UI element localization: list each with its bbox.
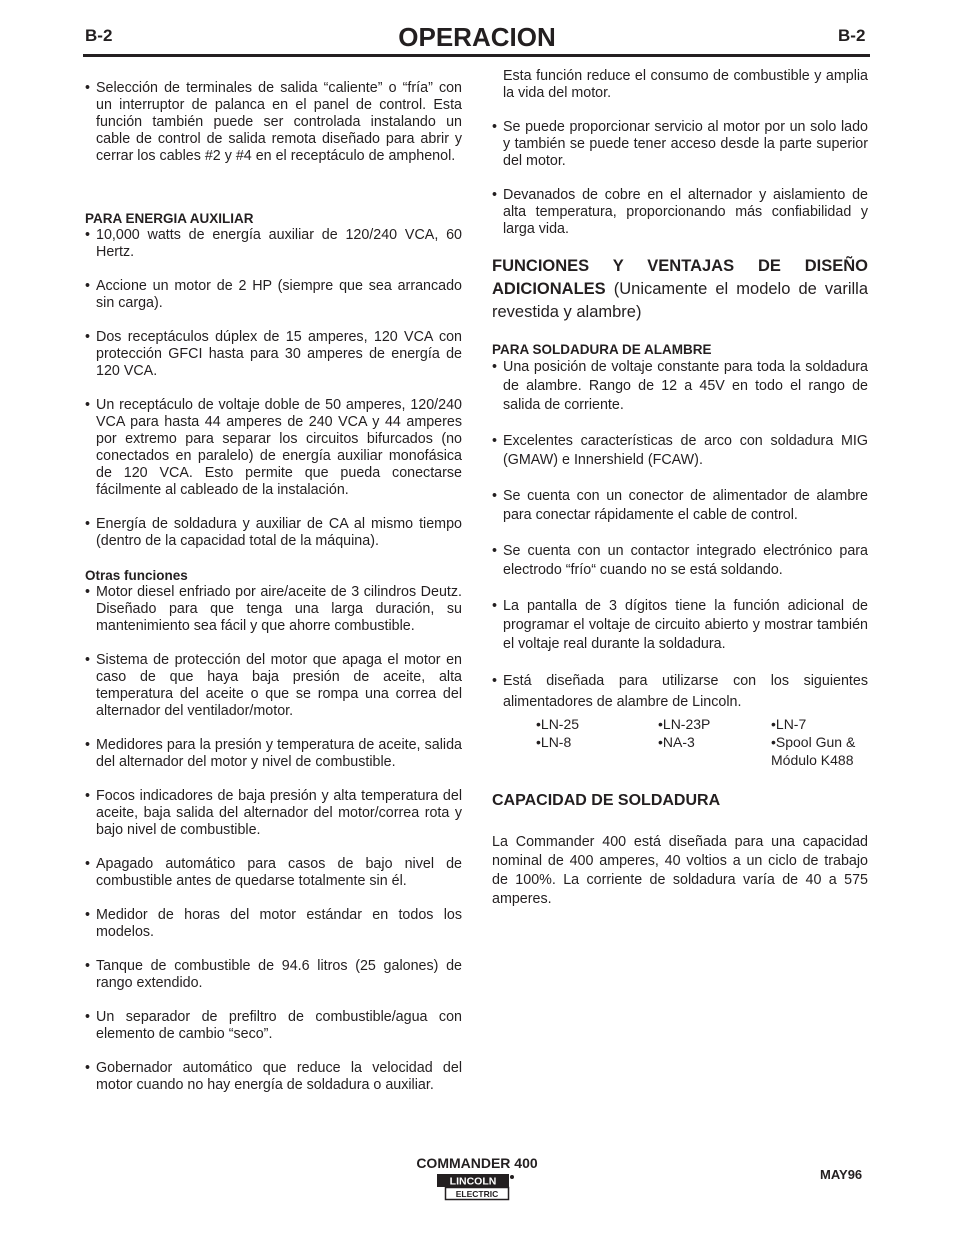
wire-feeder-item: •LN-7 bbox=[771, 716, 807, 732]
bullet-contactor: • Se cuenta con un contactor integrado electrónico para electrodo “frío“ cuando no se está soldando. bbox=[492, 542, 868, 580]
aux-power-heading: PARA ENERGIA AUXILIAR bbox=[85, 211, 254, 226]
bullet-aux-dual-voltage: • Un receptáculo de voltaje doble de 50 amperes, 120/240 VCA para hasta 44 amperes de 240 VCA y 44 amperes por extremo para separar los circuitos bifurcados (no conectados en paralelo) de energía auxiliar monofásica de 120 VCA. Esto permite que pueda conectarse fácilmente al cableado de la instalación. bbox=[85, 397, 462, 499]
right-column bbox=[492, 68, 868, 909]
page-code-left: B-2 bbox=[85, 26, 113, 45]
bullet-digital-display: • La pantalla de 3 dígitos tiene la función adicional de programar el voltaje de circuito abierto y mostrar también el voltaje real durante la soldadura. bbox=[492, 597, 868, 654]
bullet-engine-protection: • Sistema de protección del motor que apaga el motor en caso de que haya baja presión de aceite, alta temperatura del aceite o que se rompa una correa del alternador del ventilador/motor. bbox=[85, 652, 462, 720]
wire-feeder-item: •NA-3 bbox=[658, 734, 695, 750]
bullet-constant-voltage: • Una posición de voltaje constante para toda la soldadura de alambre. Rango de 12 a 45V en todo el rango de salida de corriente. bbox=[492, 358, 868, 415]
logo-bottom-text: ELECTRIC bbox=[455, 1189, 499, 1199]
bullet-arc-characteristics: • Excelentes características de arco con soldadura MIG (GMAW) e Innershield (FCAW). bbox=[492, 432, 868, 470]
bullet-hour-meter: • Medidor de horas del motor estándar en todos los modelos. bbox=[85, 907, 462, 941]
bullet-aux-motor: • Accione un motor de 2 HP (siempre que sea arrancado sin carga). bbox=[85, 278, 462, 312]
logo-top-text: LINCOLN bbox=[449, 1175, 497, 1188]
bullet-auto-idler: • Gobernador automático que reduce la velocidad del motor cuando no hay energía de soldadura o auxiliar. bbox=[85, 1060, 462, 1094]
bullet-copper-windings: • Devanados de cobre en el alternador y aislamiento de alta temperatura, proporcionando más confiabilidad y larga vida. bbox=[492, 187, 868, 238]
header-rule bbox=[83, 54, 870, 57]
bullet-aux-watts: • 10,000 watts de energía auxiliar de 120/240 VCA, 60 Hertz. bbox=[85, 227, 462, 261]
bullet-engine-service: • Se puede proporcionar servicio al motor por un solo lado y también se puede tener acceso desde la parte superior del motor. bbox=[492, 119, 868, 170]
features-heading-note: (Unicamente el modelo de varilla revestida y alambre) bbox=[492, 280, 868, 321]
bullet-indicator-lights: • Focos indicadores de baja presión y alta temperatura del aceite, baja salida del alternador del motor/correa rota y bajo nivel de combustible. bbox=[85, 788, 462, 839]
other-functions-heading: Otras funciones bbox=[85, 568, 188, 583]
wire-feeder-item: •Spool Gun & Módulo K488 bbox=[771, 734, 856, 768]
bullet-lincoln-feeders: • Está diseñada para utilizarse con los siguientes alimentadores de alambre de Lincoln. bbox=[492, 671, 868, 713]
features-heading-text: FUNCIONES Y VENTAJAS DE DISEÑO ADICIONALES bbox=[492, 257, 868, 298]
bullet-fuel-separator: • Un separador de prefiltro de combustible/agua con elemento de cambio “seco”. bbox=[85, 1009, 462, 1043]
wire-feeder-item: •LN-8 bbox=[536, 734, 572, 750]
bullet-aux-simultaneous: • Energía de soldadura y auxiliar de CA al mismo tiempo (dentro de la capacidad total de la máquina). bbox=[85, 516, 462, 550]
continuation-text: Esta función reduce el consumo de combustible y amplia la vida del motor. bbox=[503, 68, 868, 101]
lincoln-electric-logo bbox=[437, 1174, 515, 1201]
wire-feeder-item: •LN-25 bbox=[536, 716, 580, 732]
bullet-feeder-connector: • Se cuenta con un conector de alimentador de alambre para conectar rápidamente el cable de control. bbox=[492, 487, 868, 525]
left-column bbox=[85, 80, 462, 1094]
welding-capacity-heading: CAPACIDAD DE SOLDADURA bbox=[492, 792, 721, 809]
bullet-gauges: • Medidores para la presión y temperatura de aceite, salida del alternador del motor y nivel de combustible. bbox=[85, 737, 462, 771]
wire-feeder-list bbox=[536, 715, 868, 769]
bullet-terminal-selection: • Selección de terminales de salida “caliente” o “fría” con un interruptor de palanca en el panel de control. Esta función también puede ser controlada instalando un cable de control de salida remota diseñado para abrir y cerrar los cables #2 y #4 en el receptáculo de amphenol. bbox=[85, 80, 462, 165]
bullet-aux-duplex: • Dos receptáculos dúplex de 15 amperes, 120 VCA con protección GFCI hasta para 30 amperes de energía de 120 VCA. bbox=[85, 329, 462, 380]
features-heading bbox=[492, 255, 868, 324]
footer-date-code: MAY96 bbox=[820, 1167, 863, 1182]
bullet-auto-shutdown: • Apagado automático para casos de bajo nivel de combustible antes de quedarse totalmente sin él. bbox=[85, 856, 462, 890]
page-title: OPERACION bbox=[398, 22, 556, 52]
wire-welding-heading: PARA SOLDADURA DE ALAMBRE bbox=[492, 342, 712, 357]
page-code-right: B-2 bbox=[838, 26, 866, 45]
bullet-fuel-tank: • Tanque de combustible de 94.6 litros (25 galones) de rango extendido. bbox=[85, 958, 462, 992]
footer-model-name: COMMANDER 400 bbox=[416, 1155, 538, 1171]
registered-mark-icon bbox=[510, 1175, 514, 1179]
welding-capacity-text: La Commander 400 está diseñada para una capacidad nominal de 400 amperes, 40 voltios a un ciclo de trabajo de 100%. La corriente de soldadura varía de 40 a 575 amperes. bbox=[492, 834, 868, 907]
wire-feeder-item: •LN-23P bbox=[658, 716, 711, 732]
bullet-diesel-engine: • Motor diesel enfriado por aire/aceite de 3 cilindros Deutz. Diseñado para que tenga una larga duración, su mantenimiento sea fácil y que ahorre combustible. bbox=[85, 584, 462, 635]
